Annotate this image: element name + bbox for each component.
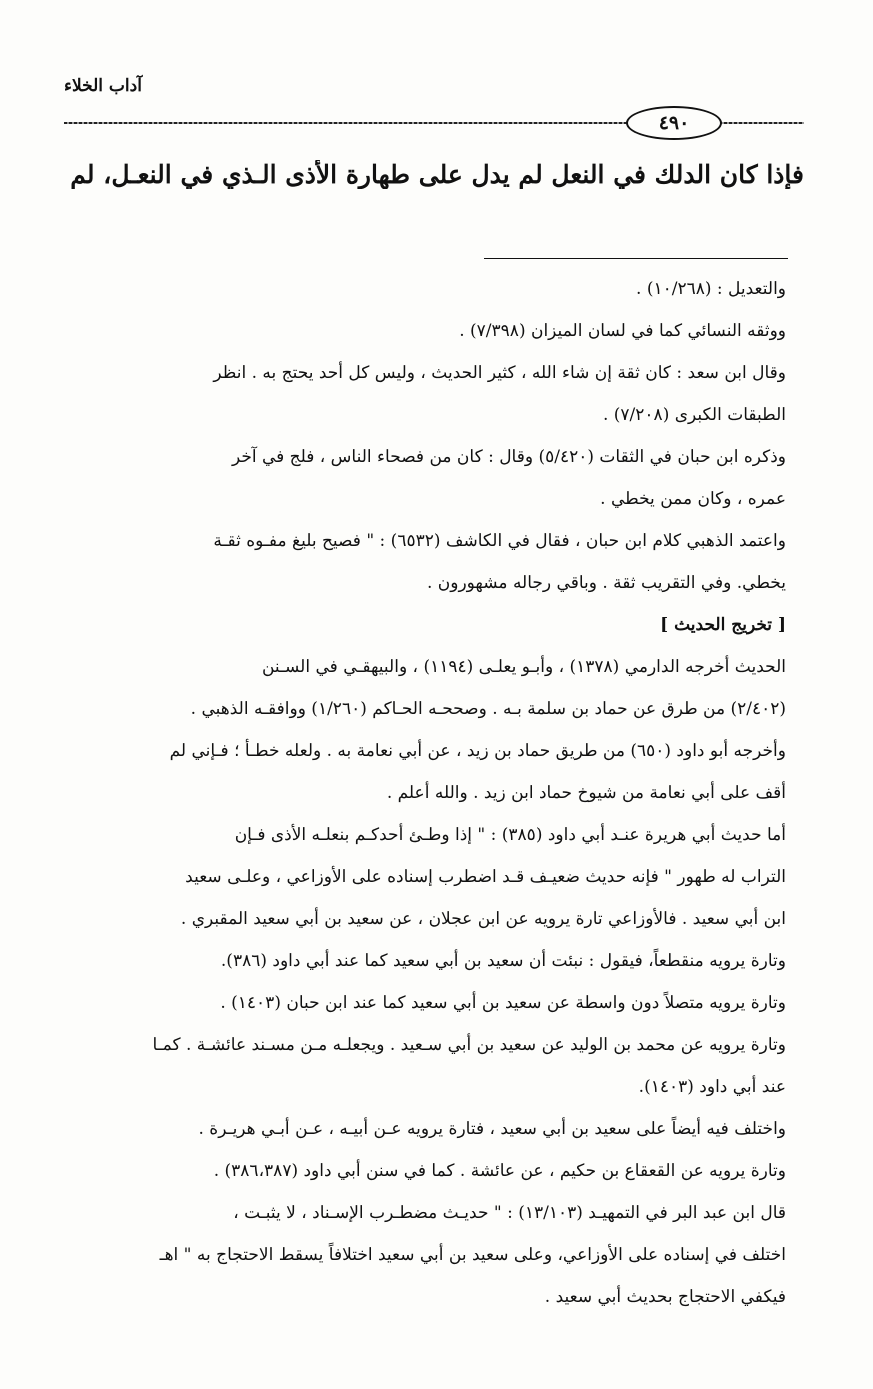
footnote-line: واختلف فيه أيضاً على سعيد بن أبي سعيد ، فتارة يرويه عـن أبيـه ، عـن أبـي هريـرة .: [198, 1119, 786, 1139]
footnote-line: وتارة يرويه منقطعاً، فيقول : نبئت أن سعيد بن أبي سعيد كما عند أبي داود (٣٨٦).: [220, 951, 786, 971]
footnotes: [64, 268, 786, 1318]
footnote-line: الحديث أخرجه الدارمي (١٣٧٨) ، وأبـو يعلـى (١١٩٤) ، والبيهقـي في السـنن: [261, 657, 786, 677]
footnote-line: الطبقات الكبرى (٧/٢٠٨) .: [602, 405, 786, 425]
footnote-line: وتارة يرويه متصلاً دون واسطة عن سعيد بن أبي سعيد كما عند ابن حبان (١٤٠٣) .: [220, 993, 786, 1013]
footnote-line: وتارة يرويه عن القعقاع بن حكيم ، عن عائشة . كما في سنن أبي داود (٣٨٦،٣٨٧) .: [213, 1161, 786, 1181]
footnote-line: يخطي. وفي التقريب ثقة . وباقي رجاله مشهورون .: [426, 573, 786, 593]
footnote-line: ابن أبي سعيد . فالأوزاعي تارة يرويه عن ابن عجلان ، عن سعيد بن أبي سعيد المقبري .: [180, 909, 786, 929]
footnote-line: وذكره ابن حبان في الثقات (٥/٤٢٠) وقال : كان من فصحاء الناس ، فلج في آخر: [231, 447, 786, 467]
footnote-separator: [484, 258, 788, 259]
footnote-line: واعتمد الذهبي كلام ابن حبان ، فقال في الكاشف (٦٥٣٢) : " فصيح بليغ مفـوه ثقـة: [213, 531, 786, 551]
footnote-line: التراب له طهور " فإنه حديث ضعيـف قـد اضطرب إسناده على الأوزاعي ، وعلـى سعيد: [185, 867, 786, 887]
footnote-line: والتعديل : (١٠/٢٦٨) .: [636, 279, 786, 299]
footnote-line: قال ابن عبد البر في التمهيـد (١٣/١٠٣) : " حديـث مضطـرب الإسـناد ، لا يثبـت ،: [233, 1203, 786, 1223]
main-text-line: فإذا كان الدلك في النعل لم يدل على طهارة الأذى الـذي في النعـل، لم: [70, 160, 804, 189]
section-heading: [ تخريج الحديث ]: [660, 615, 786, 635]
footnote-line: ووثقه النسائي كما في لسان الميزان (٧/٣٩٨) .: [459, 321, 786, 341]
footnote-line: وتارة يرويه عن محمد بن الوليد عن سعيد بن أبي سـعيد . ويجعلـه مـن مسـند عائشـة . كمـا: [152, 1035, 786, 1055]
footnote-line: فيكفي الاحتجاج بحديث أبي سعيد .: [544, 1287, 786, 1307]
footnote-line: وأخرجه أبو داود (٦٥٠) من طريق حماد بن زيد ، عن أبي نعامة به . ولعله خطـأ ؛ فـإني لم: [169, 741, 786, 761]
page-number: ٤٩٠: [626, 106, 722, 140]
footnote-line: عمره ، وكان ممن يخطي .: [600, 489, 786, 509]
running-header-title: آداب الخلاء: [64, 76, 142, 96]
footnote-line: أقف على أبي نعامة من شيوخ حماد ابن زيد . والله أعلم .: [386, 783, 786, 803]
footnote-line: اختلف في إسناده على الأوزاعي، وعلى سعيد بن أبي سعيد اختلافاً يسقط الاحتجاج به " اهـ: [159, 1245, 786, 1265]
footnote-line: أما حديث أبي هريرة عنـد أبي داود (٣٨٥) : " إذا وطـئ أحدكـم بنعلـه الأذى فـإن: [234, 825, 786, 845]
footnote-line: عند أبي داود (١٤٠٣).: [638, 1077, 786, 1097]
footnote-line: وقال ابن سعد : كان ثقة إن شاء الله ، كثير الحديث ، وليس كل أحد يحتج به . انظر: [213, 363, 786, 383]
footnote-line: (٢/٤٠٢) من طرق عن حماد بن سلمة بـه . وصححـه الحـاكم (١/٢٦٠) ووافقـه الذهبي .: [190, 699, 786, 719]
